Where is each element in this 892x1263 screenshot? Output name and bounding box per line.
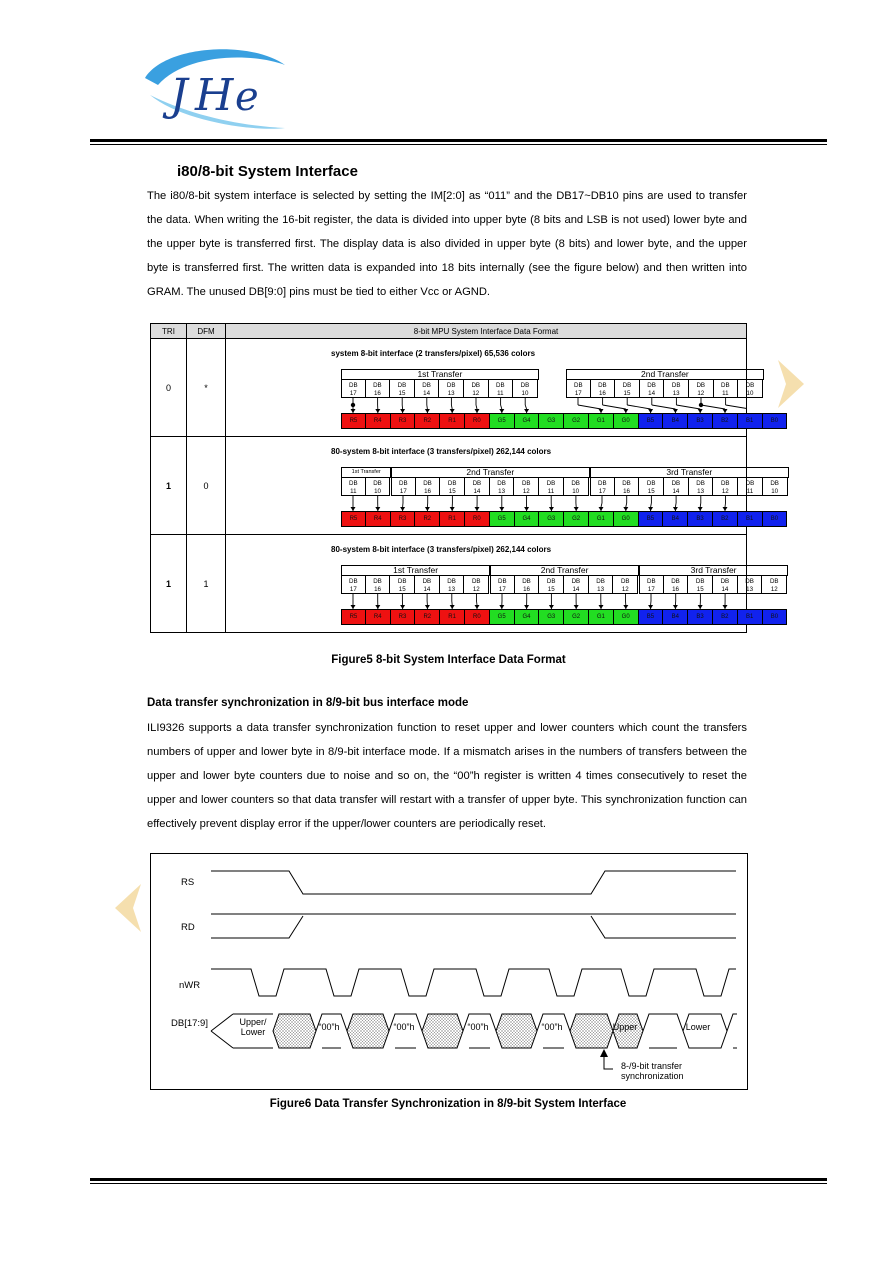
db-pin: DB 11 <box>539 477 564 496</box>
gram-bit: R5 <box>341 511 366 527</box>
db-pin: DB 17 <box>490 575 515 594</box>
row-title: 80-system 8-bit interface (3 transfers/pixel) 262,144 colors <box>331 545 552 554</box>
header-format: 8-bit MPU System Interface Data Format <box>226 324 747 339</box>
transfer-group: 1st Transfer <box>341 369 539 380</box>
row-tri: 1 <box>151 535 187 633</box>
gram-bit: B5 <box>639 511 664 527</box>
db-pin: DB 12 <box>464 575 489 594</box>
gram-bit: R4 <box>366 609 391 625</box>
db-pin: DB 13 <box>689 477 714 496</box>
gram-bit: G3 <box>539 413 564 429</box>
db-pin: DB 17 <box>391 477 416 496</box>
db-pin: DB 11 <box>714 379 739 398</box>
transfer-group: 2nd Transfer <box>566 369 764 380</box>
db-pin: DB 13 <box>589 575 614 594</box>
gram-bit: R0 <box>465 511 490 527</box>
company-logo <box>140 40 290 135</box>
gram-bit: G0 <box>614 609 639 625</box>
db-pin: DB 15 <box>390 575 415 594</box>
db-pin: DB 13 <box>490 477 515 496</box>
db-pin: DB 17 <box>639 575 664 594</box>
db-pin: DB 17 <box>341 379 366 398</box>
db-pin: DB 14 <box>564 575 589 594</box>
db-pin: DB 15 <box>390 379 415 398</box>
db-pin: DB 11 <box>489 379 514 398</box>
db-pin: DB 14 <box>713 575 738 594</box>
data-format-table <box>150 323 779 633</box>
db-pin: DB 10 <box>564 477 589 496</box>
db-pin: DB 16 <box>591 379 616 398</box>
gram-bit: B1 <box>738 413 763 429</box>
gram-bit: R0 <box>465 609 490 625</box>
gram-bit: B2 <box>713 511 738 527</box>
gram-bit: B0 <box>763 609 788 625</box>
format-diagram <box>226 437 779 534</box>
gram-bit: G1 <box>589 511 614 527</box>
gram-bit: R3 <box>391 413 416 429</box>
db-pin: DB 13 <box>439 379 464 398</box>
db-pin: DB 15 <box>440 477 465 496</box>
format-diagram <box>226 535 779 632</box>
gram-bit: B0 <box>763 413 788 429</box>
gram-bit: R5 <box>341 609 366 625</box>
db-pin: DB 14 <box>415 575 440 594</box>
gram-bit: R3 <box>391 609 416 625</box>
gram-bit: R4 <box>366 413 391 429</box>
mapping-arrows <box>226 339 746 436</box>
gram-bit: R0 <box>465 413 490 429</box>
header-rule-thin <box>90 144 827 145</box>
gram-bit: B3 <box>688 413 713 429</box>
row-dfm: 1 <box>187 535 226 633</box>
db-pin: DB 15 <box>688 575 713 594</box>
transfer-group: 1st Transfer <box>341 467 391 478</box>
format-row <box>151 535 747 633</box>
db-pin: DB 13 <box>440 575 465 594</box>
sync-annotation: 8-/9-bit transfer synchronization <box>621 1061 684 1081</box>
db-pin: DB 14 <box>465 477 490 496</box>
gram-bit: G0 <box>614 511 639 527</box>
db-pin: DB 16 <box>664 575 689 594</box>
db-pin: DB 15 <box>539 575 564 594</box>
timing-waveforms <box>151 854 747 1089</box>
decorative-arrow-left-icon <box>113 882 143 934</box>
format-row <box>151 339 747 437</box>
gram-bit: G4 <box>515 413 540 429</box>
data-label: Upper/ Lower <box>239 1017 267 1037</box>
row-dfm: * <box>187 339 226 437</box>
transfer-group: 3rd Transfer <box>639 565 788 576</box>
db-pin: DB 10 <box>366 477 391 496</box>
section-body: The i80/8-bit system interface is selected by setting the IM[2:0] as “011” and the DB17~DB10 pins are used to transfer the data. When writing the 16-bit register, the data is divided into upper byte (8 bits and LSB is not used) lower byte and the upper byte is transferred first. The display data is also divided in upper byte (8 bits) and lower byte, and the upper byte is transferred first. The written data is expanded into 18 bits internally (see the figure below) and then written into GRAM. The unused DB[9:0] pins must be tied to either Vcc or AGND. <box>147 190 747 298</box>
data-label: Lower <box>685 1022 711 1032</box>
gram-bit: G3 <box>539 511 564 527</box>
data-label: “00”h <box>541 1022 563 1032</box>
db-pin: DB 11 <box>341 477 366 496</box>
gram-bit: B2 <box>713 413 738 429</box>
row-tri: 0 <box>151 339 187 437</box>
svg-text:e: e <box>235 74 259 120</box>
db-pin: DB 13 <box>738 575 763 594</box>
gram-bit: R2 <box>415 609 440 625</box>
signal-label-rd: RD <box>181 922 195 933</box>
figure6-caption: Figure6 Data Transfer Synchronization in 8/9-bit System Interface <box>269 1098 627 1110</box>
db-pin: DB 12 <box>464 379 489 398</box>
gram-bit: G4 <box>515 609 540 625</box>
db-pin: DB 15 <box>639 477 664 496</box>
header-rule-thick <box>90 139 827 142</box>
db-pin: DB 12 <box>613 575 638 594</box>
mapping-arrows <box>226 437 746 534</box>
gram-bit: B1 <box>738 609 763 625</box>
gram-bit: R3 <box>391 511 416 527</box>
header-dfm: DFM <box>187 324 226 339</box>
row-tri: 1 <box>151 437 187 535</box>
gram-bit: B4 <box>663 413 688 429</box>
row-title: system 8-bit interface (2 transfers/pixel) 65,536 colors <box>331 349 536 358</box>
gram-bit: B4 <box>663 609 688 625</box>
transfer-group: 3rd Transfer <box>590 467 789 478</box>
db-pin: DB 12 <box>762 575 787 594</box>
gram-bit: R1 <box>440 413 465 429</box>
signal-label-db: DB[17:9] <box>171 1018 208 1029</box>
db-pin: DB 17 <box>566 379 591 398</box>
sync-section-title: Data transfer synchronization in 8/9-bit bus interface mode <box>147 697 469 709</box>
db-pin: DB 15 <box>615 379 640 398</box>
db-pin: DB 16 <box>515 575 540 594</box>
db-pin: DB 16 <box>366 575 391 594</box>
db-pin: DB 12 <box>514 477 539 496</box>
gram-bit: B1 <box>738 511 763 527</box>
gram-bit: G0 <box>614 413 639 429</box>
gram-bit: R2 <box>415 413 440 429</box>
format-diagram <box>226 339 779 436</box>
db-pin: DB 10 <box>513 379 538 398</box>
signal-label-rs: RS <box>181 877 195 888</box>
gram-bit: R1 <box>440 609 465 625</box>
gram-bit: R1 <box>440 511 465 527</box>
figure5-caption: Figure5 8-bit System Interface Data Format <box>331 654 566 666</box>
db-pin: DB 13 <box>664 379 689 398</box>
transfer-group: 2nd Transfer <box>490 565 639 576</box>
db-pin: DB 16 <box>366 379 391 398</box>
db-pin: DB 10 <box>738 379 763 398</box>
footer-rule-thin <box>90 1183 827 1184</box>
db-pin: DB 10 <box>763 477 788 496</box>
gram-bit: B5 <box>639 413 664 429</box>
db-pin: DB 16 <box>416 477 441 496</box>
row-title: 80-system 8-bit interface (3 transfers/pixel) 262,144 colors <box>331 447 552 456</box>
timing-diagram <box>150 853 748 1090</box>
data-label: “00”h <box>467 1022 489 1032</box>
transfer-group: 2nd Transfer <box>391 467 590 478</box>
format-row <box>151 437 747 535</box>
gram-bit: B3 <box>688 609 713 625</box>
gram-bit: G2 <box>564 413 589 429</box>
gram-bit: G4 <box>515 511 540 527</box>
gram-bit: G5 <box>490 413 515 429</box>
gram-bit: B4 <box>663 511 688 527</box>
db-pin: DB 12 <box>689 379 714 398</box>
gram-bit: R2 <box>415 511 440 527</box>
gram-bit: G1 <box>589 413 614 429</box>
db-pin: DB 11 <box>738 477 763 496</box>
footer-rule-thick <box>90 1178 827 1181</box>
gram-bit: R4 <box>366 511 391 527</box>
signal-label-nwr: nWR <box>179 980 201 991</box>
db-pin: DB 14 <box>664 477 689 496</box>
mapping-arrows <box>226 535 746 632</box>
transfer-group: 1st Transfer <box>341 565 490 576</box>
section-title: i80/8-bit System Interface <box>177 163 358 180</box>
data-label: “00”h <box>393 1022 415 1032</box>
svg-text:J: J <box>170 70 188 121</box>
gram-bit: G2 <box>564 609 589 625</box>
row-dfm: 0 <box>187 437 226 535</box>
gram-bit: B0 <box>763 511 788 527</box>
db-pin: DB 16 <box>615 477 640 496</box>
gram-bit: G2 <box>564 511 589 527</box>
sync-section-body: ILI9326 supports a data transfer synchronization function to reset upper and lower counters which count the transfers numbers of upper and lower byte in 8/9-bit interface mode. If a mismatch arises in the numbers of transfers between the upper and lower byte counters due to noise and so on, the “00”h register is written 4 times consecutively to reset the upper and lower counters so that data transfer will restart with a transfer of upper byte. This synchronization function can effectively prevent display error if the upper/lower counters are periodically reset. <box>147 722 747 830</box>
gram-bit: G5 <box>490 609 515 625</box>
db-pin: DB 14 <box>640 379 665 398</box>
gram-bit: B3 <box>688 511 713 527</box>
gram-bit: G3 <box>539 609 564 625</box>
gram-bit: R5 <box>341 413 366 429</box>
gram-bit: G1 <box>589 609 614 625</box>
svg-text:H: H <box>195 70 234 121</box>
db-pin: DB 17 <box>341 575 366 594</box>
data-label: “00”h <box>318 1022 340 1032</box>
gram-bit: B5 <box>639 609 664 625</box>
db-pin: DB 12 <box>713 477 738 496</box>
data-label: Upper <box>612 1022 638 1032</box>
header-tri: TRI <box>151 324 187 339</box>
gram-bit: B2 <box>713 609 738 625</box>
gram-bit: G5 <box>490 511 515 527</box>
decorative-arrow-right-icon <box>776 358 806 410</box>
db-pin: DB 14 <box>415 379 440 398</box>
db-pin: DB 17 <box>590 477 615 496</box>
